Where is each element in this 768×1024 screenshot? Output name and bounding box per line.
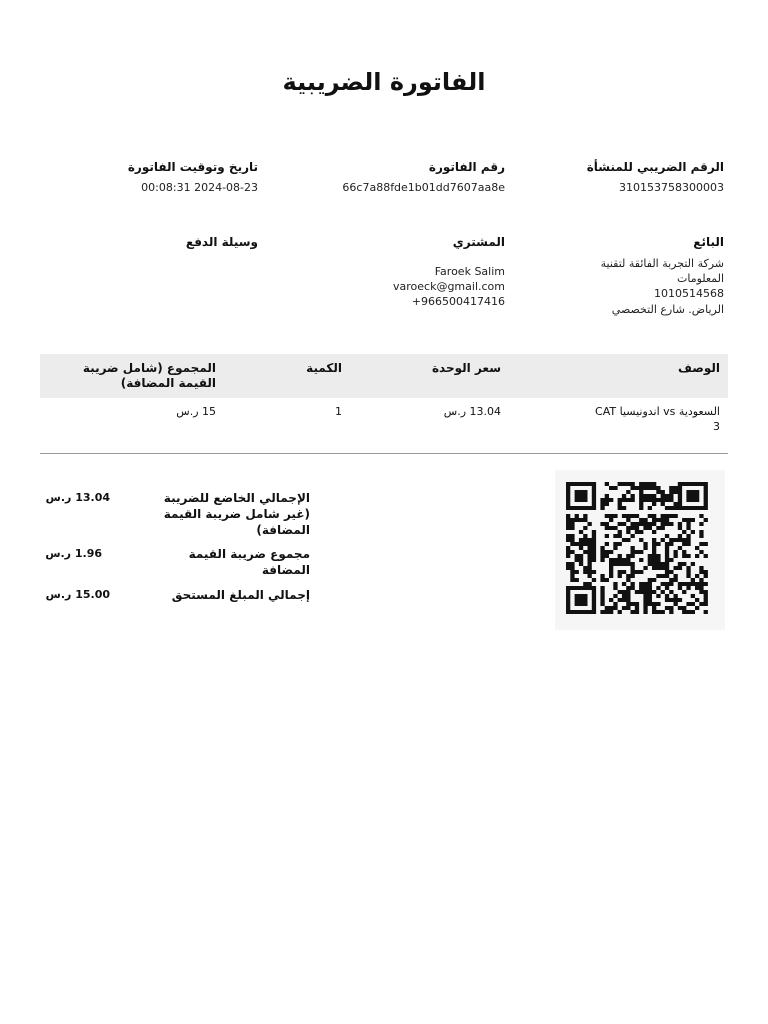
qr-code-graphic	[555, 470, 725, 630]
row-description: السعودية vs اندونيسيا CAT 3	[595, 405, 720, 433]
payment-method-label: وسيلة الدفع	[185, 235, 258, 249]
col-quantity-header: الكمية	[306, 361, 342, 375]
invoice-number-value: 66c7a88fde1b01dd7607aa8e	[342, 181, 505, 194]
buyer-phone: +966500417416	[411, 295, 505, 308]
buyer-name: Faroek Salim	[434, 265, 505, 278]
col-unit-price-header: سعر الوحدة	[431, 361, 501, 375]
tax-number-value: 310153758300003	[619, 181, 724, 194]
invoice-datetime-value: 00:08:31 2024-08-23	[141, 181, 258, 194]
vat-total-label: مجموع ضريبة القيمة المضافة	[188, 547, 310, 577]
taxable-amount-label: الإجمالي الخاضع للضريبة (غير شامل ضريبة القيمة المضافة)	[163, 491, 310, 537]
taxable-amount-value: 13.04 ر.س	[45, 491, 110, 504]
seller-name: شركة التجربة الفائقة لتقنية المعلومات	[600, 257, 724, 285]
total-due-label: إجمالي المبلغ المستحق	[171, 588, 310, 602]
total-due-value: 15.00 ر.س	[45, 588, 110, 601]
seller-address: الرياض. شارع التخصصي	[611, 303, 724, 316]
col-total-header: المجموع (شامل ضريبة القيمة المضافة)	[82, 361, 216, 390]
row-unit-price: 13.04 ر.س	[443, 405, 501, 418]
invoice-datetime-label: تاريخ وتوقيت الفاتورة	[127, 160, 258, 174]
qr-modules	[566, 482, 708, 614]
section-divider	[40, 453, 728, 454]
vat-total-value: 1.96 ر.س	[45, 547, 102, 560]
seller-registration: 1010514568	[654, 287, 724, 300]
row-total: 15 ر.س	[176, 405, 216, 418]
col-description-header: الوصف	[677, 361, 720, 375]
invoice-title: الفاتورة الضريبية	[282, 68, 486, 96]
tax-number-label: الرقم الضريبي للمنشأة	[586, 160, 724, 174]
invoice-number-label: رقم الفاتورة	[428, 160, 505, 174]
qr-code	[555, 470, 725, 630]
row-quantity: 1	[335, 405, 342, 418]
seller-label: البائع	[693, 235, 724, 249]
buyer-email: varoeck@gmail.com	[393, 280, 505, 293]
buyer-label: المشتري	[452, 235, 505, 249]
